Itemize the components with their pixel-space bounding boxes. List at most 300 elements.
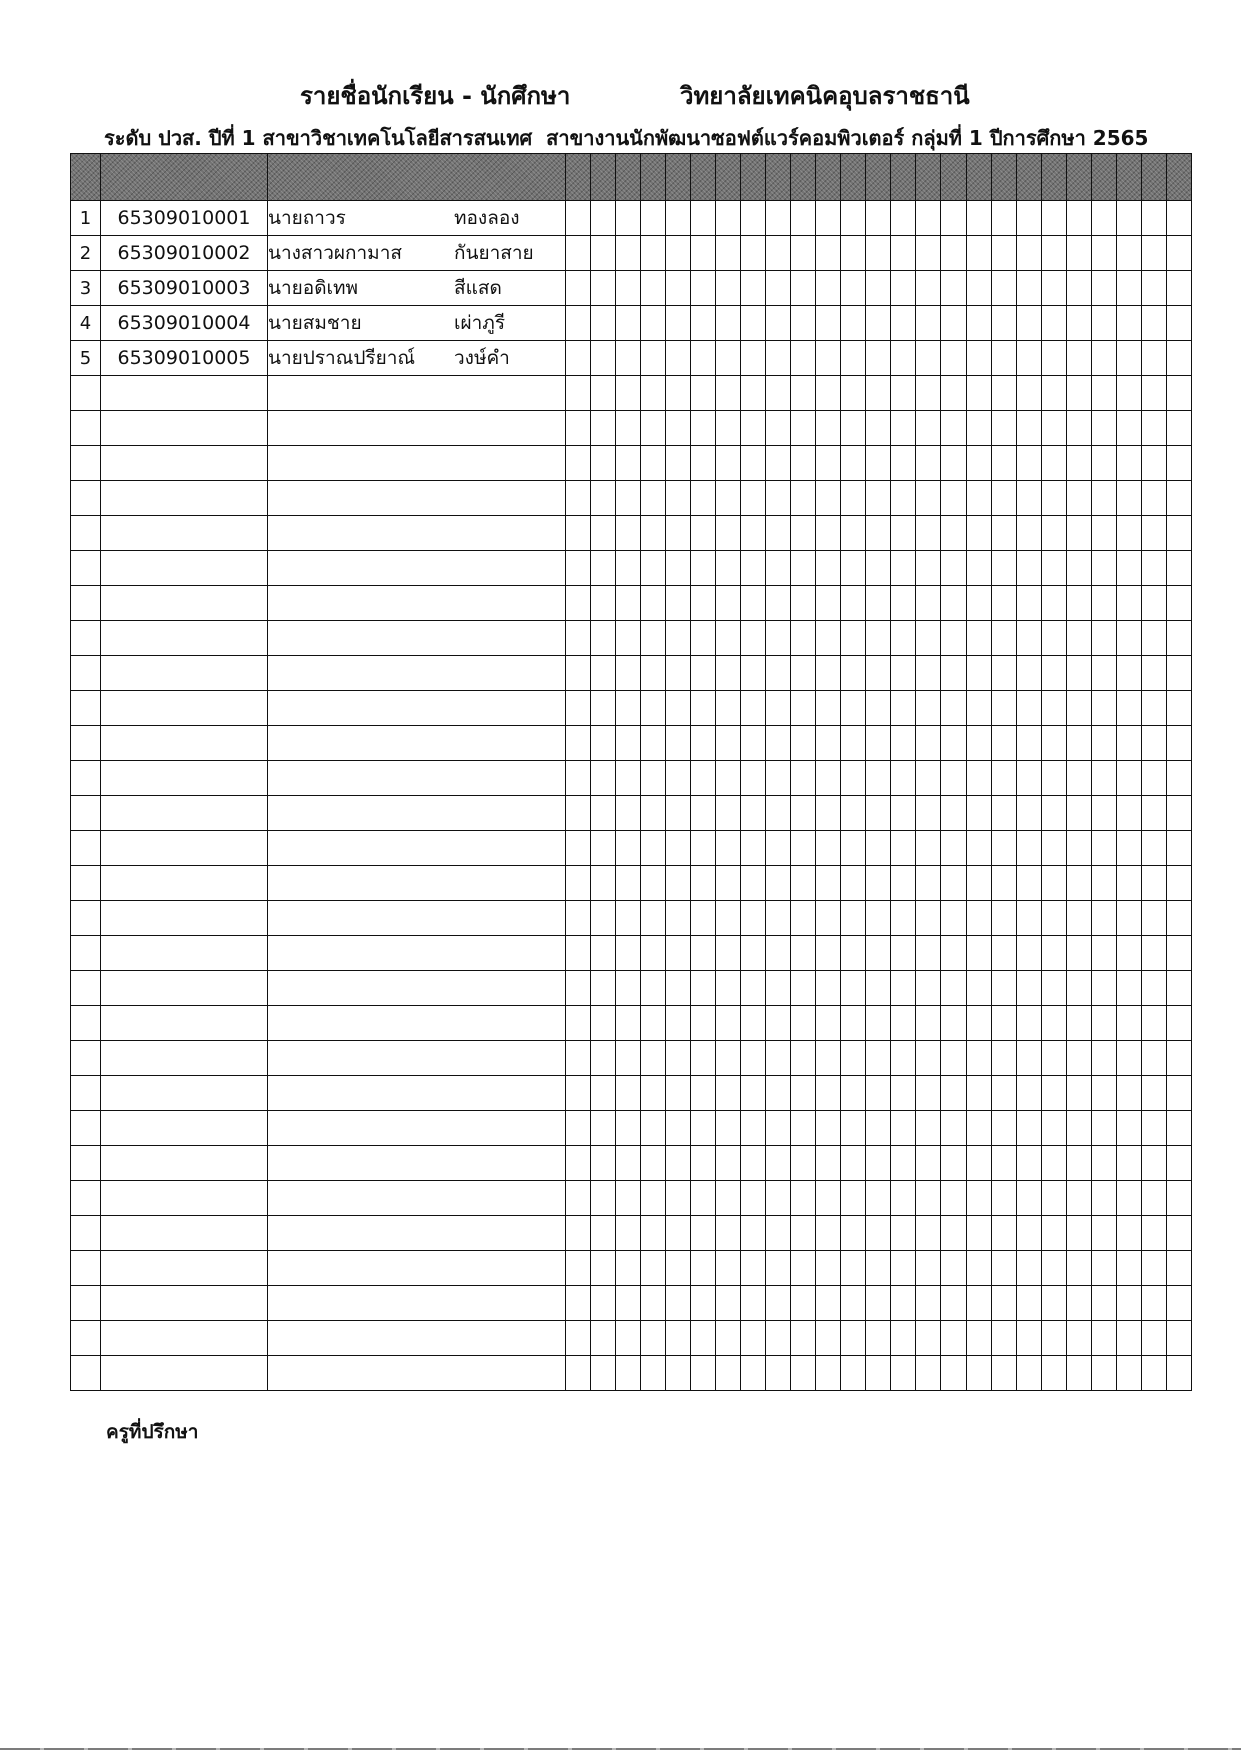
student-id-empty[interactable] [101, 831, 268, 866]
check-cell[interactable] [591, 1356, 616, 1391]
check-cell[interactable] [666, 901, 691, 936]
check-cell[interactable] [966, 726, 991, 761]
check-cell[interactable] [891, 691, 916, 726]
check-cell[interactable] [591, 201, 616, 236]
row-number-empty[interactable] [71, 1006, 101, 1041]
check-cell[interactable] [1091, 411, 1116, 446]
check-cell[interactable] [766, 1041, 791, 1076]
check-cell[interactable] [1016, 1006, 1041, 1041]
check-cell[interactable] [616, 376, 641, 411]
check-cell[interactable] [991, 236, 1016, 271]
check-cell[interactable] [616, 1006, 641, 1041]
student-name-empty[interactable] [268, 1181, 566, 1216]
check-cell[interactable] [691, 1216, 716, 1251]
student-id-empty[interactable] [101, 761, 268, 796]
check-cell[interactable] [566, 936, 591, 971]
check-cell[interactable] [1091, 516, 1116, 551]
student-name-empty[interactable] [268, 796, 566, 831]
check-cell[interactable] [591, 271, 616, 306]
check-cell[interactable] [816, 831, 841, 866]
student-name-empty[interactable] [268, 551, 566, 586]
check-cell[interactable] [1116, 586, 1141, 621]
check-cell[interactable] [566, 1146, 591, 1181]
check-cell[interactable] [666, 271, 691, 306]
check-cell[interactable] [716, 551, 741, 586]
check-cell[interactable] [816, 1181, 841, 1216]
check-cell[interactable] [641, 411, 666, 446]
check-cell[interactable] [741, 901, 766, 936]
check-cell[interactable] [991, 656, 1016, 691]
check-cell[interactable] [1166, 271, 1191, 306]
check-cell[interactable] [616, 411, 641, 446]
check-cell[interactable] [1166, 691, 1191, 726]
check-cell[interactable] [741, 761, 766, 796]
check-cell[interactable] [916, 1111, 941, 1146]
check-cell[interactable] [1166, 796, 1191, 831]
check-cell[interactable] [916, 1006, 941, 1041]
check-cell[interactable] [841, 201, 866, 236]
check-cell[interactable] [1066, 726, 1091, 761]
check-cell[interactable] [1166, 1321, 1191, 1356]
check-cell[interactable] [891, 1146, 916, 1181]
row-number-empty[interactable] [71, 1146, 101, 1181]
check-cell[interactable] [991, 691, 1016, 726]
check-cell[interactable] [966, 1146, 991, 1181]
check-cell[interactable] [716, 936, 741, 971]
check-cell[interactable] [1116, 1321, 1141, 1356]
check-cell[interactable] [991, 796, 1016, 831]
check-cell[interactable] [1116, 761, 1141, 796]
check-cell[interactable] [741, 691, 766, 726]
check-cell[interactable] [691, 341, 716, 376]
check-cell[interactable] [566, 1321, 591, 1356]
check-cell[interactable] [591, 516, 616, 551]
check-cell[interactable] [1141, 621, 1166, 656]
check-cell[interactable] [1116, 726, 1141, 761]
student-name-empty[interactable] [268, 971, 566, 1006]
check-cell[interactable] [991, 1006, 1016, 1041]
check-cell[interactable] [991, 446, 1016, 481]
check-cell[interactable] [741, 446, 766, 481]
check-cell[interactable] [616, 1181, 641, 1216]
check-cell[interactable] [866, 586, 891, 621]
check-cell[interactable] [866, 411, 891, 446]
check-cell[interactable] [591, 1041, 616, 1076]
check-cell[interactable] [816, 551, 841, 586]
check-cell[interactable] [916, 201, 941, 236]
check-cell[interactable] [1066, 1111, 1091, 1146]
check-cell[interactable] [966, 446, 991, 481]
check-cell[interactable] [916, 726, 941, 761]
check-cell[interactable] [641, 971, 666, 1006]
check-cell[interactable] [616, 831, 641, 866]
check-cell[interactable] [1091, 621, 1116, 656]
check-cell[interactable] [616, 516, 641, 551]
check-cell[interactable] [566, 1356, 591, 1391]
check-cell[interactable] [1141, 516, 1166, 551]
check-cell[interactable] [1166, 551, 1191, 586]
check-cell[interactable] [1066, 1076, 1091, 1111]
check-cell[interactable] [866, 971, 891, 1006]
check-cell[interactable] [1091, 971, 1116, 1006]
check-cell[interactable] [791, 971, 816, 1006]
check-cell[interactable] [1166, 1146, 1191, 1181]
check-cell[interactable] [1091, 306, 1116, 341]
check-cell[interactable] [916, 586, 941, 621]
check-cell[interactable] [641, 201, 666, 236]
check-cell[interactable] [991, 306, 1016, 341]
check-cell[interactable] [866, 341, 891, 376]
student-id-empty[interactable] [101, 411, 268, 446]
check-cell[interactable] [591, 866, 616, 901]
check-cell[interactable] [816, 726, 841, 761]
check-cell[interactable] [966, 1111, 991, 1146]
student-id-empty[interactable] [101, 691, 268, 726]
check-cell[interactable] [616, 306, 641, 341]
check-cell[interactable] [841, 1251, 866, 1286]
check-cell[interactable] [791, 1216, 816, 1251]
check-cell[interactable] [766, 376, 791, 411]
row-number-empty[interactable] [71, 866, 101, 901]
check-cell[interactable] [1041, 306, 1066, 341]
check-cell[interactable] [991, 1146, 1016, 1181]
check-cell[interactable] [866, 1006, 891, 1041]
check-cell[interactable] [1116, 341, 1141, 376]
row-number-empty[interactable] [71, 586, 101, 621]
check-cell[interactable] [591, 691, 616, 726]
check-cell[interactable] [766, 1286, 791, 1321]
check-cell[interactable] [641, 1076, 666, 1111]
check-cell[interactable] [666, 971, 691, 1006]
check-cell[interactable] [641, 936, 666, 971]
check-cell[interactable] [941, 446, 966, 481]
check-cell[interactable] [1141, 551, 1166, 586]
check-cell[interactable] [941, 1321, 966, 1356]
check-cell[interactable] [841, 1076, 866, 1111]
check-cell[interactable] [716, 236, 741, 271]
check-cell[interactable] [1141, 761, 1166, 796]
check-cell[interactable] [691, 971, 716, 1006]
check-cell[interactable] [1091, 1251, 1116, 1286]
student-id-empty[interactable] [101, 936, 268, 971]
check-cell[interactable] [716, 971, 741, 1006]
check-cell[interactable] [766, 936, 791, 971]
check-cell[interactable] [741, 1321, 766, 1356]
check-cell[interactable] [591, 1111, 616, 1146]
check-cell[interactable] [1116, 1181, 1141, 1216]
check-cell[interactable] [1166, 1181, 1191, 1216]
student-id-empty[interactable] [101, 481, 268, 516]
check-cell[interactable] [1041, 1286, 1066, 1321]
row-number-empty[interactable] [71, 796, 101, 831]
check-cell[interactable] [666, 1181, 691, 1216]
check-cell[interactable] [1066, 1286, 1091, 1321]
check-cell[interactable] [691, 1321, 716, 1356]
check-cell[interactable] [741, 306, 766, 341]
check-cell[interactable] [891, 411, 916, 446]
check-cell[interactable] [916, 796, 941, 831]
check-cell[interactable] [941, 726, 966, 761]
row-number-empty[interactable] [71, 1286, 101, 1321]
check-cell[interactable] [1166, 866, 1191, 901]
check-cell[interactable] [891, 1111, 916, 1146]
check-cell[interactable] [1116, 901, 1141, 936]
check-cell[interactable] [916, 1181, 941, 1216]
check-cell[interactable] [691, 1111, 716, 1146]
check-cell[interactable] [616, 1041, 641, 1076]
check-cell[interactable] [841, 1006, 866, 1041]
check-cell[interactable] [691, 1041, 716, 1076]
check-cell[interactable] [641, 376, 666, 411]
check-cell[interactable] [766, 1321, 791, 1356]
row-number-empty[interactable] [71, 516, 101, 551]
check-cell[interactable] [791, 481, 816, 516]
check-cell[interactable] [716, 411, 741, 446]
check-cell[interactable] [1116, 1146, 1141, 1181]
check-cell[interactable] [841, 1321, 866, 1356]
check-cell[interactable] [1141, 1321, 1166, 1356]
check-cell[interactable] [716, 761, 741, 796]
check-cell[interactable] [766, 201, 791, 236]
check-cell[interactable] [1116, 1041, 1141, 1076]
check-cell[interactable] [641, 446, 666, 481]
check-cell[interactable] [941, 376, 966, 411]
check-cell[interactable] [791, 586, 816, 621]
check-cell[interactable] [691, 621, 716, 656]
check-cell[interactable] [616, 271, 641, 306]
check-cell[interactable] [666, 936, 691, 971]
check-cell[interactable] [841, 1111, 866, 1146]
check-cell[interactable] [791, 1146, 816, 1181]
check-cell[interactable] [1091, 201, 1116, 236]
student-id-empty[interactable] [101, 1321, 268, 1356]
check-cell[interactable] [866, 936, 891, 971]
check-cell[interactable] [1041, 971, 1066, 1006]
check-cell[interactable] [866, 831, 891, 866]
check-cell[interactable] [1066, 1041, 1091, 1076]
check-cell[interactable] [966, 936, 991, 971]
check-cell[interactable] [841, 831, 866, 866]
check-cell[interactable] [741, 656, 766, 691]
check-cell[interactable] [716, 691, 741, 726]
row-number-empty[interactable] [71, 446, 101, 481]
check-cell[interactable] [966, 971, 991, 1006]
check-cell[interactable] [1041, 1076, 1066, 1111]
check-cell[interactable] [1116, 481, 1141, 516]
student-name-empty[interactable] [268, 446, 566, 481]
check-cell[interactable] [866, 691, 891, 726]
check-cell[interactable] [816, 691, 841, 726]
check-cell[interactable] [1116, 656, 1141, 691]
check-cell[interactable] [766, 516, 791, 551]
check-cell[interactable] [1116, 236, 1141, 271]
student-name-empty[interactable] [268, 481, 566, 516]
student-name-empty[interactable] [268, 376, 566, 411]
check-cell[interactable] [691, 936, 716, 971]
check-cell[interactable] [716, 621, 741, 656]
check-cell[interactable] [591, 1076, 616, 1111]
check-cell[interactable] [641, 551, 666, 586]
check-cell[interactable] [1091, 481, 1116, 516]
check-cell[interactable] [1016, 516, 1041, 551]
check-cell[interactable] [566, 831, 591, 866]
row-number-empty[interactable] [71, 1076, 101, 1111]
check-cell[interactable] [791, 446, 816, 481]
student-id-empty[interactable] [101, 586, 268, 621]
check-cell[interactable] [1091, 761, 1116, 796]
check-cell[interactable] [641, 901, 666, 936]
check-cell[interactable] [1166, 1076, 1191, 1111]
check-cell[interactable] [716, 306, 741, 341]
check-cell[interactable] [1016, 236, 1041, 271]
check-cell[interactable] [1066, 481, 1091, 516]
check-cell[interactable] [866, 901, 891, 936]
check-cell[interactable] [1091, 831, 1116, 866]
check-cell[interactable] [1116, 516, 1141, 551]
check-cell[interactable] [641, 516, 666, 551]
check-cell[interactable] [791, 201, 816, 236]
check-cell[interactable] [1166, 446, 1191, 481]
check-cell[interactable] [591, 446, 616, 481]
check-cell[interactable] [1141, 586, 1166, 621]
check-cell[interactable] [916, 446, 941, 481]
check-cell[interactable] [566, 236, 591, 271]
check-cell[interactable] [616, 446, 641, 481]
check-cell[interactable] [1041, 1321, 1066, 1356]
row-number-empty[interactable] [71, 1181, 101, 1216]
check-cell[interactable] [691, 1251, 716, 1286]
check-cell[interactable] [1166, 761, 1191, 796]
check-cell[interactable] [1041, 411, 1066, 446]
check-cell[interactable] [1066, 796, 1091, 831]
check-cell[interactable] [966, 551, 991, 586]
check-cell[interactable] [891, 341, 916, 376]
student-id-empty[interactable] [101, 971, 268, 1006]
check-cell[interactable] [666, 1146, 691, 1181]
check-cell[interactable] [866, 516, 891, 551]
check-cell[interactable] [891, 761, 916, 796]
check-cell[interactable] [866, 796, 891, 831]
check-cell[interactable] [816, 1286, 841, 1321]
check-cell[interactable] [641, 1006, 666, 1041]
check-cell[interactable] [1041, 1181, 1066, 1216]
check-cell[interactable] [1066, 1356, 1091, 1391]
check-cell[interactable] [591, 656, 616, 691]
check-cell[interactable] [791, 516, 816, 551]
check-cell[interactable] [916, 656, 941, 691]
check-cell[interactable] [916, 691, 941, 726]
check-cell[interactable] [716, 831, 741, 866]
check-cell[interactable] [1116, 271, 1141, 306]
check-cell[interactable] [666, 306, 691, 341]
check-cell[interactable] [1166, 971, 1191, 1006]
check-cell[interactable] [666, 761, 691, 796]
check-cell[interactable] [591, 1251, 616, 1286]
check-cell[interactable] [666, 796, 691, 831]
check-cell[interactable] [791, 271, 816, 306]
student-name-empty[interactable] [268, 901, 566, 936]
check-cell[interactable] [716, 1181, 741, 1216]
check-cell[interactable] [716, 201, 741, 236]
check-cell[interactable] [791, 621, 816, 656]
check-cell[interactable] [1041, 1006, 1066, 1041]
check-cell[interactable] [816, 236, 841, 271]
check-cell[interactable] [741, 1006, 766, 1041]
check-cell[interactable] [966, 831, 991, 866]
check-cell[interactable] [941, 1041, 966, 1076]
check-cell[interactable] [766, 971, 791, 1006]
check-cell[interactable] [941, 236, 966, 271]
check-cell[interactable] [641, 796, 666, 831]
check-cell[interactable] [641, 236, 666, 271]
check-cell[interactable] [866, 656, 891, 691]
check-cell[interactable] [816, 621, 841, 656]
check-cell[interactable] [891, 1356, 916, 1391]
check-cell[interactable] [766, 691, 791, 726]
check-cell[interactable] [1116, 866, 1141, 901]
check-cell[interactable] [666, 446, 691, 481]
check-cell[interactable] [966, 1041, 991, 1076]
check-cell[interactable] [1041, 1111, 1066, 1146]
check-cell[interactable] [1116, 1111, 1141, 1146]
check-cell[interactable] [1141, 1111, 1166, 1146]
check-cell[interactable] [666, 1286, 691, 1321]
check-cell[interactable] [616, 1146, 641, 1181]
check-cell[interactable] [1066, 446, 1091, 481]
student-id-empty[interactable] [101, 1356, 268, 1391]
check-cell[interactable] [966, 236, 991, 271]
check-cell[interactable] [641, 1181, 666, 1216]
check-cell[interactable] [841, 901, 866, 936]
student-id-empty[interactable] [101, 1111, 268, 1146]
check-cell[interactable] [816, 1076, 841, 1111]
check-cell[interactable] [1091, 1076, 1116, 1111]
check-cell[interactable] [941, 656, 966, 691]
check-cell[interactable] [691, 1146, 716, 1181]
check-cell[interactable] [941, 1216, 966, 1251]
check-cell[interactable] [941, 341, 966, 376]
check-cell[interactable] [1116, 971, 1141, 1006]
check-cell[interactable] [1116, 621, 1141, 656]
check-cell[interactable] [1091, 866, 1116, 901]
check-cell[interactable] [1041, 201, 1066, 236]
check-cell[interactable] [1016, 1286, 1041, 1321]
check-cell[interactable] [566, 1181, 591, 1216]
check-cell[interactable] [866, 446, 891, 481]
check-cell[interactable] [666, 621, 691, 656]
check-cell[interactable] [916, 306, 941, 341]
check-cell[interactable] [716, 1321, 741, 1356]
check-cell[interactable] [941, 516, 966, 551]
check-cell[interactable] [691, 1076, 716, 1111]
check-cell[interactable] [691, 1181, 716, 1216]
check-cell[interactable] [941, 901, 966, 936]
check-cell[interactable] [866, 481, 891, 516]
check-cell[interactable] [791, 1321, 816, 1356]
check-cell[interactable] [591, 1321, 616, 1356]
check-cell[interactable] [766, 341, 791, 376]
check-cell[interactable] [891, 936, 916, 971]
check-cell[interactable] [841, 1041, 866, 1076]
check-cell[interactable] [991, 341, 1016, 376]
check-cell[interactable] [791, 656, 816, 691]
check-cell[interactable] [691, 831, 716, 866]
check-cell[interactable] [1066, 236, 1091, 271]
student-id-empty[interactable] [101, 1006, 268, 1041]
check-cell[interactable] [741, 1076, 766, 1111]
check-cell[interactable] [1016, 341, 1041, 376]
check-cell[interactable] [991, 1286, 1016, 1321]
